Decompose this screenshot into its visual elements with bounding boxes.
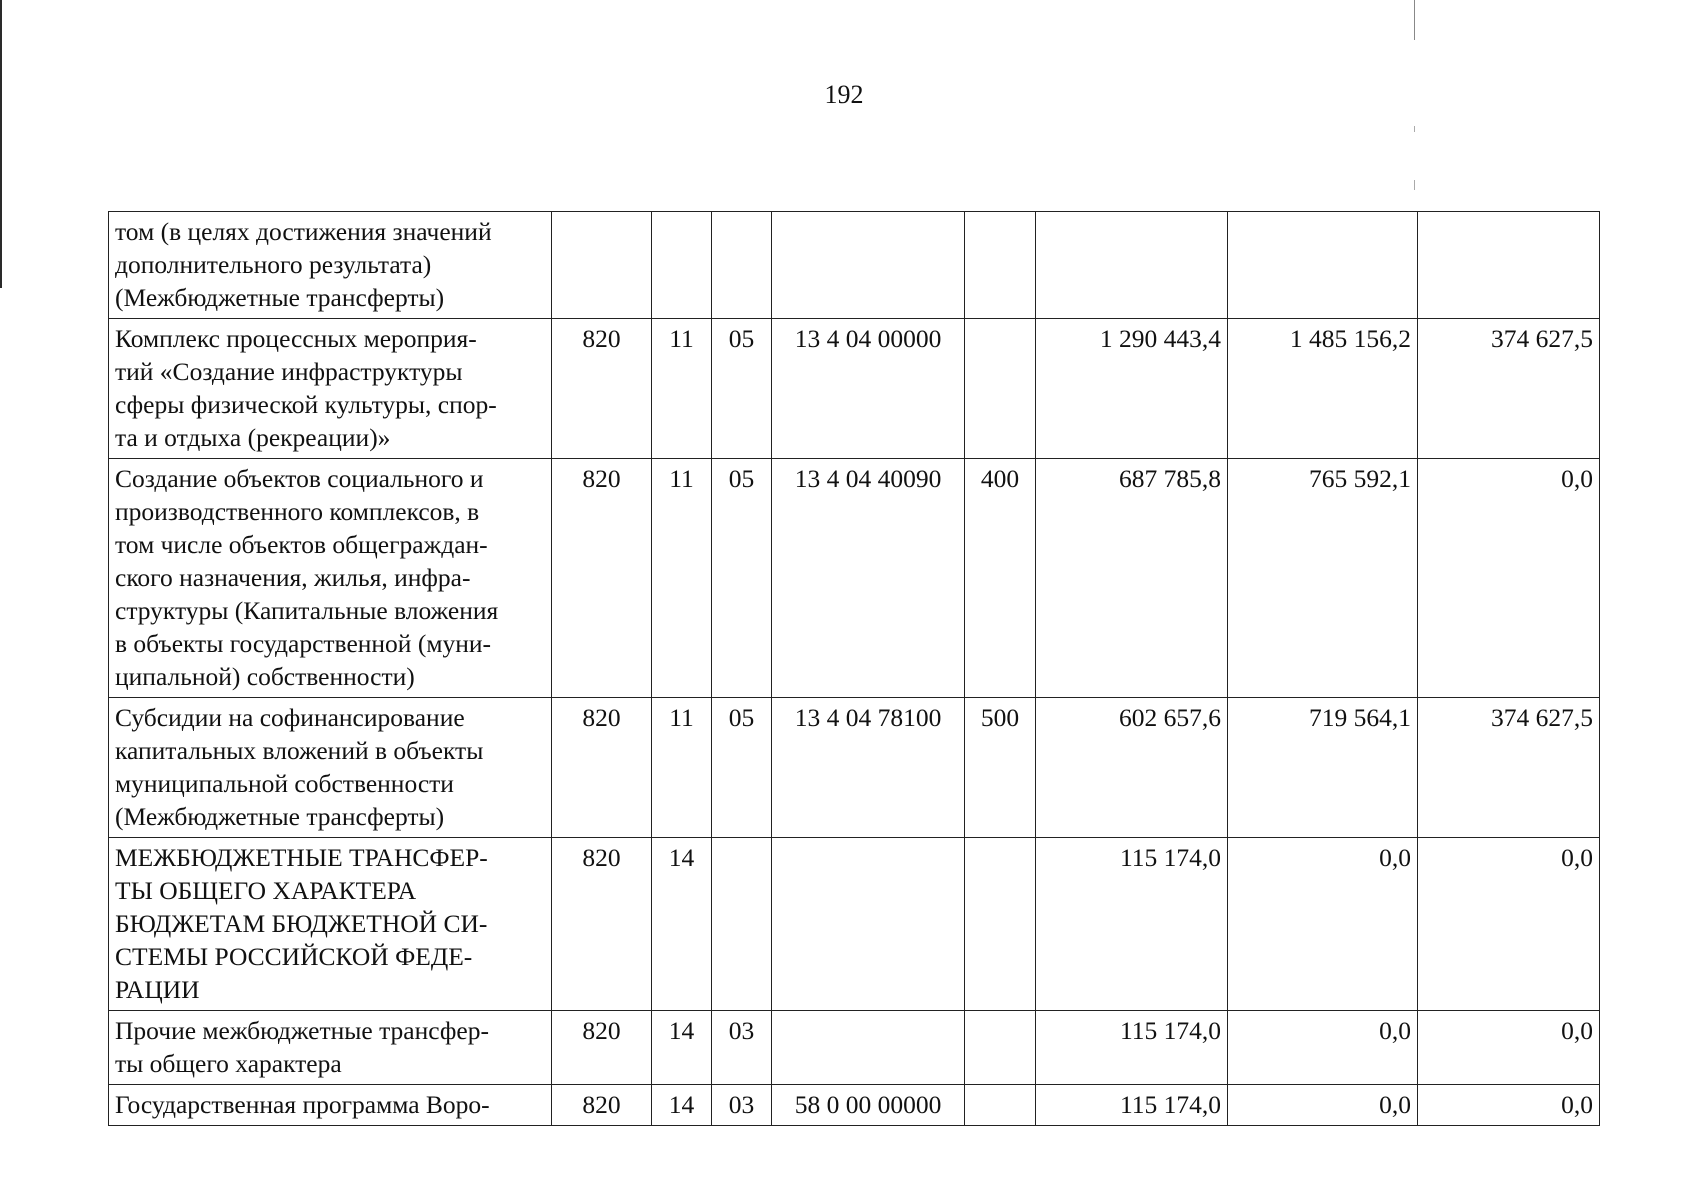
amount-year2-cell — [1228, 212, 1418, 319]
amount-year3-cell — [1418, 212, 1600, 319]
amount-year2-cell: 1 485 156,2 — [1228, 319, 1418, 459]
subsection-code-cell: 03 — [712, 1011, 772, 1085]
amount-year2-cell: 0,0 — [1228, 1011, 1418, 1085]
budget-table — [108, 211, 1600, 1126]
table-row — [109, 1011, 1600, 1085]
scan-edge-mark-left — [0, 0, 2, 288]
section-code-cell — [652, 212, 712, 319]
amount-year3-cell: 0,0 — [1418, 838, 1600, 1011]
amount-year3-cell: 0,0 — [1418, 1085, 1600, 1126]
expense-type-cell: 500 — [965, 698, 1036, 838]
grbs-code-cell: 820 — [552, 1085, 652, 1126]
subsection-code-cell — [712, 838, 772, 1011]
grbs-code-cell: 820 — [552, 459, 652, 698]
amount-year2-cell: 0,0 — [1228, 1085, 1418, 1126]
grbs-code-cell: 820 — [552, 838, 652, 1011]
subsection-code-cell: 05 — [712, 319, 772, 459]
expense-type-cell — [965, 319, 1036, 459]
grbs-code-cell: 820 — [552, 1011, 652, 1085]
expense-type-cell: 400 — [965, 459, 1036, 698]
amount-year3-cell: 374 627,5 — [1418, 319, 1600, 459]
row-name-cell: Субсидии на софинансирование капитальных вложений в объекты муниципальной собственности (Межбюджетные трансферты) — [109, 698, 552, 838]
target-article-cell: 58 0 00 00000 — [772, 1085, 965, 1126]
expense-type-cell — [965, 1085, 1036, 1126]
target-article-cell — [772, 212, 965, 319]
table-row — [109, 212, 1600, 319]
scan-dot-mark — [1414, 180, 1415, 190]
table-row — [109, 459, 1600, 698]
target-article-cell: 13 4 04 78100 — [772, 698, 965, 838]
amount-year2-cell: 765 592,1 — [1228, 459, 1418, 698]
amount-year1-cell: 115 174,0 — [1036, 1085, 1228, 1126]
subsection-code-cell: 05 — [712, 459, 772, 698]
subsection-code-cell: 03 — [712, 1085, 772, 1126]
grbs-code-cell: 820 — [552, 698, 652, 838]
amount-year1-cell: 1 290 443,4 — [1036, 319, 1228, 459]
scan-edge-mark-right — [1414, 0, 1415, 40]
expense-type-cell — [965, 1011, 1036, 1085]
section-code-cell: 11 — [652, 459, 712, 698]
row-name-cell: Комплекс процессных мероприя- тий «Создание инфраструктуры сферы физической культуры, спор- та и отдыха (рекреации)» — [109, 319, 552, 459]
page-number: 192 — [824, 80, 864, 109]
amount-year1-cell — [1036, 212, 1228, 319]
subsection-code-cell: 05 — [712, 698, 772, 838]
amount-year3-cell: 374 627,5 — [1418, 698, 1600, 838]
amount-year1-cell: 115 174,0 — [1036, 1011, 1228, 1085]
target-article-cell: 13 4 04 40090 — [772, 459, 965, 698]
target-article-cell: 13 4 04 00000 — [772, 319, 965, 459]
grbs-code-cell: 820 — [552, 319, 652, 459]
amount-year1-cell: 687 785,8 — [1036, 459, 1228, 698]
target-article-cell — [772, 1011, 965, 1085]
amount-year1-cell: 602 657,6 — [1036, 698, 1228, 838]
subsection-code-cell — [712, 212, 772, 319]
section-code-cell: 11 — [652, 698, 712, 838]
row-name-cell: Прочие межбюджетные трансфер- ты общего характера — [109, 1011, 552, 1085]
amount-year3-cell: 0,0 — [1418, 459, 1600, 698]
row-name-cell: Государственная программа Воро- — [109, 1085, 552, 1126]
grbs-code-cell — [552, 212, 652, 319]
section-code-cell: 11 — [652, 319, 712, 459]
amount-year2-cell: 719 564,1 — [1228, 698, 1418, 838]
table-row — [109, 1085, 1600, 1126]
amount-year3-cell: 0,0 — [1418, 1011, 1600, 1085]
table-row — [109, 319, 1600, 459]
amount-year1-cell: 115 174,0 — [1036, 838, 1228, 1011]
section-code-cell: 14 — [652, 1011, 712, 1085]
expense-type-cell — [965, 212, 1036, 319]
scan-dot-mark — [1414, 126, 1415, 132]
row-name-cell: МЕЖБЮДЖЕТНЫЕ ТРАНСФЕР- ТЫ ОБЩЕГО ХАРАКТЕРА БЮДЖЕТАМ БЮДЖЕТНОЙ СИ- СТЕМЫ РОССИЙСКОЙ ФЕДЕ- РАЦИИ — [109, 838, 552, 1011]
table-row — [109, 838, 1600, 1011]
table-row — [109, 698, 1600, 838]
target-article-cell — [772, 838, 965, 1011]
section-code-cell: 14 — [652, 838, 712, 1011]
section-code-cell: 14 — [652, 1085, 712, 1126]
expense-type-cell — [965, 838, 1036, 1011]
row-name-cell: том (в целях достижения значений дополнительного результата) (Межбюджетные трансферты) — [109, 212, 552, 319]
row-name-cell: Создание объектов социального и производственного комплексов, в том числе объектов общеграждан- ского назначения, жилья, инфра- структуры (Капитальные вложения в объекты государственной (муни- ципальной) собственности) — [109, 459, 552, 698]
amount-year2-cell: 0,0 — [1228, 838, 1418, 1011]
